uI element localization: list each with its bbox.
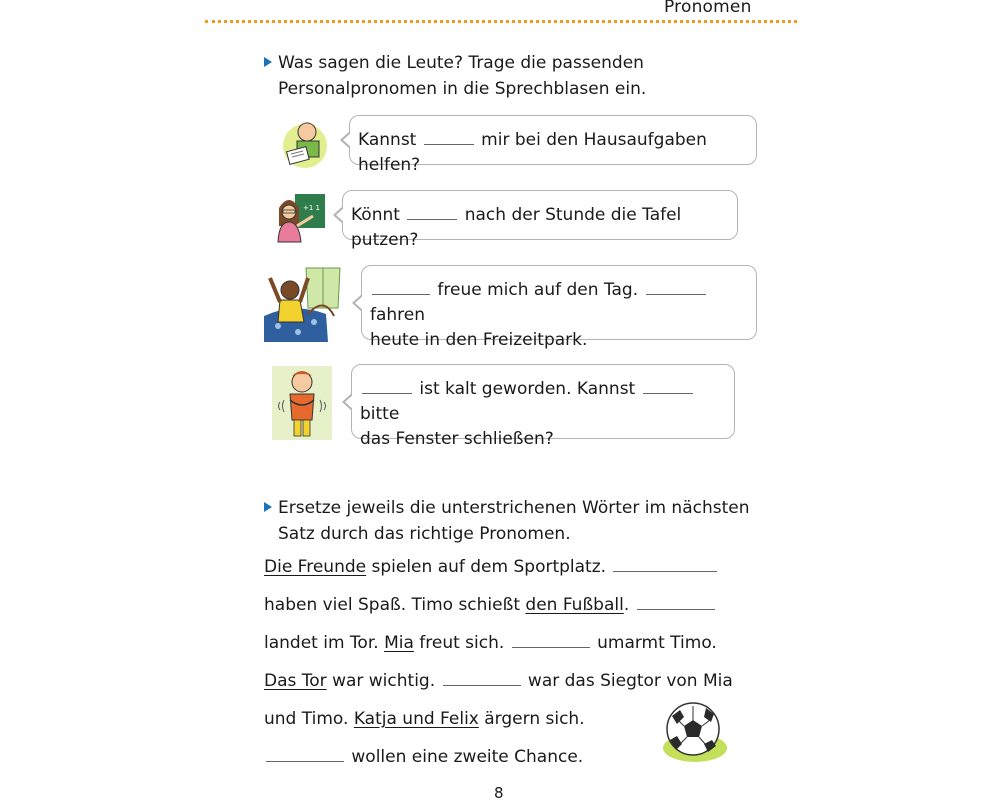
exercise-text: ärgern sich. [484,709,585,729]
exercise-text: und Timo. [264,709,349,729]
bubble-2-text-a: Könnt [351,205,400,225]
exercise-line-1 [264,557,719,577]
exercise-text: umarmt Timo. [597,633,717,653]
answer-blank[interactable] [443,673,521,686]
answer-blank[interactable] [637,597,715,610]
underlined-word: Die Freunde [264,557,367,577]
page-header-title: Pronomen [664,0,752,17]
bubble-3-line-2: heute in den Freizeitpark. [370,330,588,350]
bubble-4-line-1 [360,377,726,427]
answer-blank[interactable] [372,282,430,295]
bubble-2-text-b: nach der Stunde die Tafel putzen? [351,205,682,250]
bubble-4-line-2: das Fenster schließen? [360,429,554,449]
triangle-marker-icon [264,502,272,512]
task-1-line-1: Was sagen die Leute? Trage die passenden [278,53,644,73]
bubble-1-text-a: Kannst [358,130,417,150]
exercise-text: war das Siegtor von Mia [527,671,733,691]
exercise-text: freut sich. [419,633,505,653]
exercise-line-4 [264,671,733,691]
underlined-word: den Fußball [525,595,624,615]
exercise-text: . [623,595,630,615]
exercise-text: haben viel Spaß. Timo schießt [264,595,520,615]
exercise-line-3 [264,633,717,653]
answer-blank[interactable] [362,381,412,394]
answer-blank[interactable] [407,207,457,220]
answer-blank[interactable] [646,282,706,295]
page-number: 8 [494,784,504,802]
exercise-text: war wichtig. [332,671,436,691]
bubble-4-text-b: bitte [360,404,400,424]
underlined-word: Mia [384,633,414,653]
bubble-4-text-a: ist kalt geworden. Kannst [419,379,636,399]
teacher-at-board-icon [275,192,327,244]
bubble-3-line-1 [370,278,748,328]
speech-bubble-2 [342,190,738,250]
task-1-line-2: Personalpronomen in die Sprechblasen ein. [278,79,647,99]
soccer-ball-icon [660,700,730,766]
header-divider [205,20,797,23]
speech-bubble-4 [351,364,735,449]
underlined-word: Katja und Felix [353,709,479,729]
task-2-line-1: Ersetze jeweils die unterstrichenen Wörter im nächsten [278,498,750,518]
exercise-text: landet im Tor. [264,633,379,653]
child-shivering-icon [270,364,334,442]
bubble-3-text-b: fahren [370,305,426,325]
exercise-line-6 [264,747,583,767]
task-1-instruction [264,50,646,102]
exercise-line-2 [264,595,717,615]
answer-blank[interactable] [613,559,717,572]
exercise-line-5 [264,709,585,729]
exercise-text: wollen eine zweite Chance. [351,747,584,767]
answer-blank[interactable] [266,749,344,762]
answer-blank[interactable] [424,132,474,145]
task-2-instruction [264,495,750,547]
speech-bubble-1 [349,115,757,175]
underlined-word: Das Tor [264,671,327,691]
task-2-line-2: Satz durch das richtige Pronomen. [278,524,571,544]
boy-writing-icon [280,116,330,170]
bubble-3-text-a: freue mich auf den Tag. [437,280,639,300]
triangle-marker-icon [264,57,272,67]
speech-bubble-3 [361,265,757,350]
child-waking-up-icon [264,264,342,344]
svg-text:+1 1: +1 1 [303,204,320,212]
bubble-1-text-b: mir bei den Hausaufgaben helfen? [358,130,707,175]
answer-blank[interactable] [643,381,693,394]
answer-blank[interactable] [512,635,590,648]
exercise-text: spielen auf dem Sportplatz. [371,557,607,577]
